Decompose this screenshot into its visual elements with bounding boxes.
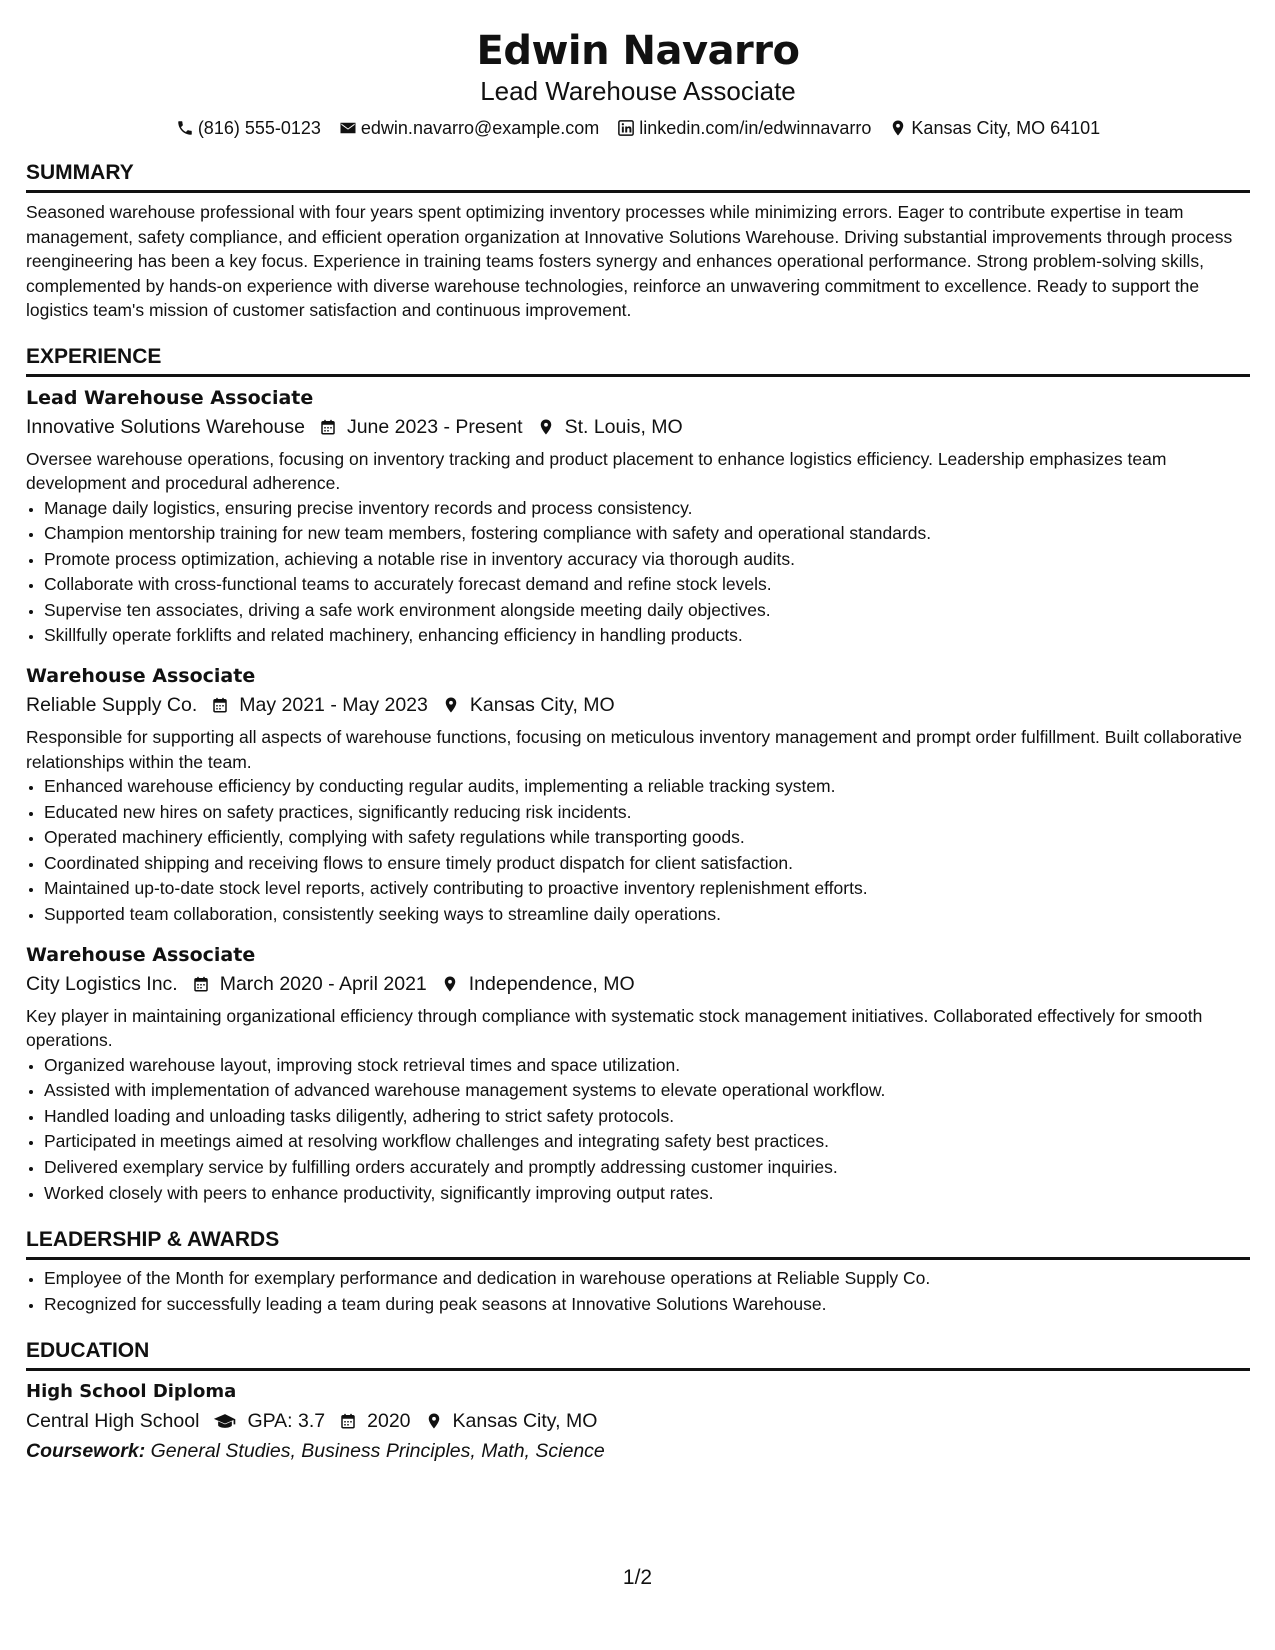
bullet-item: • Promote process optimization, achieving a notable rise in inventory accuracy via thorough audits. <box>44 547 1250 573</box>
job-title: Warehouse Associate <box>26 665 256 688</box>
resume-header <box>26 28 1250 139</box>
job-title: Warehouse Associate <box>26 943 256 966</box>
bullet-item: • Supervise ten associates, driving a safe work environment alongside meeting daily objectives. <box>44 598 1250 624</box>
company-name: Reliable Supply Co. <box>26 694 198 717</box>
job-dates: May 2021 - May 2023 <box>239 694 428 717</box>
section-heading: LEADERSHIP & AWARDS <box>26 1228 1250 1260</box>
resume-page <box>26 0 1250 1465</box>
education-meta <box>26 1407 1250 1435</box>
phone-icon <box>176 119 194 137</box>
bullet-item: • Supported team collaboration, consistently seeking ways to streamline daily operations. <box>44 902 1250 928</box>
coursework-line <box>26 1437 1250 1465</box>
graduation-year: 2020 <box>367 1410 411 1433</box>
job-dates: March 2020 - April 2021 <box>219 972 427 995</box>
calendar-icon <box>211 696 229 714</box>
candidate-title: Lead Warehouse Associate <box>480 76 796 106</box>
linkedin-icon <box>617 119 635 137</box>
section-heading: EXPERIENCE <box>26 345 1250 377</box>
job-location: St. Louis, MO <box>564 415 683 438</box>
experience-section <box>26 345 1250 1207</box>
calendar-icon <box>319 418 337 436</box>
awards-section <box>26 1228 1250 1317</box>
coursework-label: Coursework: <box>26 1440 146 1463</box>
bullet-item: • Assisted with implementation of advanced warehouse management systems to elevate operational workflow. <box>44 1078 1250 1104</box>
calendar-icon <box>192 975 210 993</box>
job-dates: June 2023 - Present <box>346 415 523 438</box>
contact-phone <box>176 117 321 139</box>
envelope-icon <box>339 119 357 137</box>
job-entry <box>26 942 1250 1207</box>
job-location: Kansas City, MO <box>469 694 615 717</box>
job-description: Key player in maintaining organizational efficiency through compliance with systematic stock management initiatives. Collaborated effectively for smooth operations. <box>26 1005 1203 1051</box>
summary-text: Seasoned warehouse professional with four years spent optimizing inventory processes while minimizing errors. Eager to contribute expertise in team management, safety compliance, and efficient operation organization at Innovative Solutions Warehouse. Driving substantial improvements through process reengineering has been a key focus. Experience in training teams fosters synergy and enhances operational performance. Strong problem-solving skills, complemented by hands-on experience with diverse warehouse technologies, reinforce an unwavering commitment to excellence. Ready to support the logistics team's mission of customer satisfaction and continuous improvement. <box>26 202 1233 320</box>
job-entry <box>26 663 1250 928</box>
job-location: Independence, MO <box>468 972 635 995</box>
job-title: Lead Warehouse Associate <box>26 386 314 409</box>
bullet-item: • Enhanced warehouse efficiency by conducting regular audits, implementing a reliable tracking system. <box>44 774 1250 800</box>
section-heading: SUMMARY <box>26 161 1250 193</box>
bullet-item: • Delivered exemplary service by fulfilling orders accurately and promptly addressing customer inquiries. <box>44 1155 1250 1181</box>
job-description: Responsible for supporting all aspects of warehouse functions, focusing on meticulous inventory management and prompt order fulfillment. Built collaborative relationships within the team. <box>26 727 1242 772</box>
education-section <box>26 1339 1250 1465</box>
candidate-name: Edwin Navarro <box>476 28 800 74</box>
page-number: 1/2 <box>622 1566 653 1589</box>
bullet-item: • Handled loading and unloading tasks diligently, adhering to strict safety protocols. <box>44 1104 1250 1130</box>
graduation-cap-icon <box>213 1412 237 1430</box>
map-pin-icon <box>425 1412 443 1430</box>
degree-title: High School Diploma <box>26 1381 237 1403</box>
linkedin-link[interactable]: linkedin.com/in/edwinnavarro <box>639 118 872 138</box>
job-bullets <box>26 496 1250 650</box>
map-pin-icon <box>441 975 459 993</box>
section-heading: EDUCATION <box>26 1339 1250 1371</box>
award-list <box>26 1266 1250 1317</box>
contact-linkedin[interactable] <box>617 117 871 139</box>
email-link[interactable]: edwin.navarro@example.com <box>360 118 600 138</box>
contact-location <box>889 117 1100 139</box>
job-bullets <box>26 1053 1250 1207</box>
calendar-icon <box>339 1412 357 1430</box>
bullet-item: • Collaborate with cross-functional teams to accurately forecast demand and refine stock levels. <box>44 572 1250 598</box>
phone-text: (816) 555-0123 <box>197 118 321 138</box>
school-name: Central High School <box>26 1410 200 1433</box>
company-name: City Logistics Inc. <box>26 972 178 995</box>
bullet-item: • Participated in meetings aimed at resolving workflow challenges and integrating safety best practices. <box>44 1129 1250 1155</box>
job-meta <box>26 691 1250 719</box>
location-text: Kansas City, MO 64101 <box>911 118 1101 138</box>
company-name: Innovative Solutions Warehouse <box>26 415 305 438</box>
summary-section <box>26 161 1250 323</box>
bullet-item: • Organized warehouse layout, improving stock retrieval times and space utilization. <box>44 1053 1250 1079</box>
award-item: • Recognized for successfully leading a team during peak seasons at Innovative Solutions Warehouse. <box>44 1292 1250 1318</box>
bullet-item: • Coordinated shipping and receiving flows to ensure timely product dispatch for client satisfaction. <box>44 851 1250 877</box>
bullet-item: • Manage daily logistics, ensuring precise inventory records and process consistency. <box>44 496 1250 522</box>
bullet-item: • Skillfully operate forklifts and related machinery, enhancing efficiency in handling products. <box>44 623 1250 649</box>
map-pin-icon <box>537 418 555 436</box>
job-bullets <box>26 774 1250 928</box>
coursework-text: General Studies, Business Principles, Math, Science <box>150 1440 605 1463</box>
job-description: Oversee warehouse operations, focusing on inventory tracking and product placement to enhance logistics efficiency. Leadership emphasizes team development and procedural adherence. <box>26 448 1167 493</box>
gpa-text: GPA: 3.7 <box>247 1410 326 1433</box>
job-entry <box>26 385 1250 650</box>
school-location: Kansas City, MO <box>452 1410 598 1433</box>
bullet-item: • Operated machinery efficiently, complying with safety regulations while transporting goods. <box>44 825 1250 851</box>
contact-email[interactable] <box>339 117 599 139</box>
bullet-item: • Worked closely with peers to enhance productivity, significantly improving output rates. <box>44 1181 1250 1207</box>
map-pin-icon <box>442 696 460 714</box>
job-meta <box>26 413 1250 441</box>
bullet-item: • Maintained up-to-date stock level reports, actively contributing to proactive inventory replenishment efforts. <box>44 876 1250 902</box>
contact-bar <box>26 117 1250 139</box>
award-item: • Employee of the Month for exemplary performance and dedication in warehouse operations at Reliable Supply Co. <box>44 1266 1250 1292</box>
map-pin-icon <box>889 119 907 137</box>
bullet-item: • Educated new hires on safety practices, significantly reducing risk incidents. <box>44 800 1250 826</box>
bullet-item: • Champion mentorship training for new team members, fostering compliance with safety and operational standards. <box>44 521 1250 547</box>
job-meta <box>26 970 1250 998</box>
